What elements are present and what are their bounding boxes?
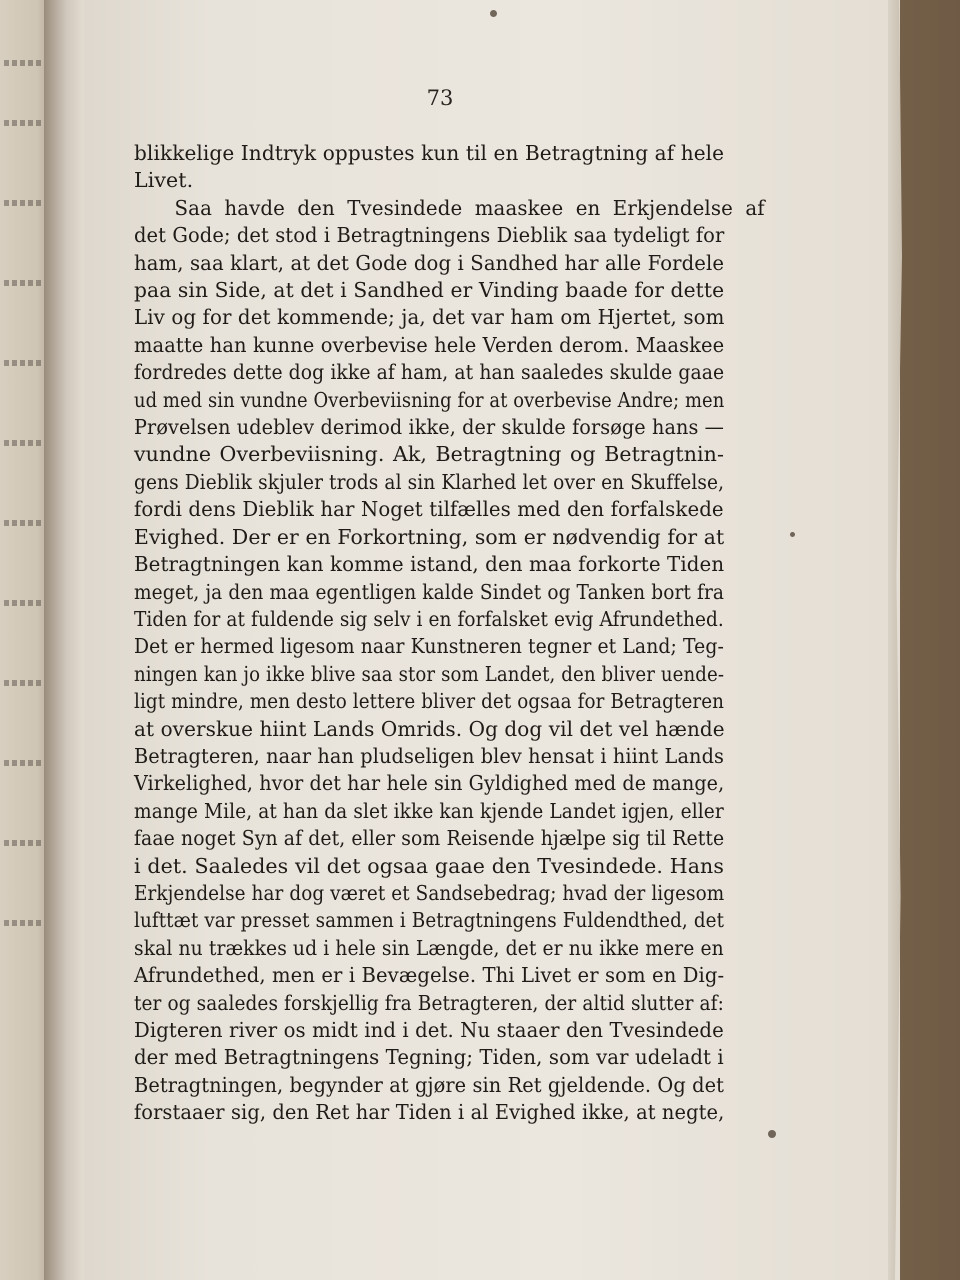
text-line: skal nu trækkes ud i hele sin Længde, det er nu ikke mere en [134,935,724,960]
text-line: Virkelighed, hvor det har hele sin Gyldighed med de mange, [134,771,725,796]
text-line: lufttæt var presset sammen i Betragtningens Fuldendthed, det [134,908,725,933]
text-line: Erkjendelse har dog været et Sandsebedrag; hvad der ligesom [134,880,725,905]
text-line: vundne Overbeviisning. Ak, Betragtning og Betragtnin- [134,442,724,467]
text-line: ningen kan jo ikke blive saa stor som Landet, den bliver uende- [134,661,725,686]
text-line: i det. Saaledes vil det ogsaa gaae den Tvesindede. Hans [134,853,724,878]
text-line: Betragteren, naar han pludseligen blev hensat i hiint Lands [134,743,725,768]
text-line: Tiden for at fuldende sig selv i en forfalsket evig Afrundethed. [134,606,724,631]
text-line: ud med sin vundne Overbeviisning for at overbevise Andre; men [134,387,725,412]
text-line: Livet. [134,168,194,193]
text-line: ter og saaledes forskjellig fra Betragteren, der altid slutter af: [134,990,724,1015]
text-line: Betragtningen kan komme istand, den maa forkorte Tiden [134,552,725,577]
text-line: der med Betragtningens Tegning; Tiden, som var udeladt i [134,1045,724,1070]
text-line: faae noget Syn af det, eller som Reisende hjælpe sig til Rette [134,826,725,851]
text-line: Saa havde den Tvesindede maaskee en Erkjendelse af [174,195,765,220]
paper-speck [490,10,497,17]
text-line: meget, ja den maa egentligen kalde Sindet og Tanken bort fra [134,579,725,604]
text-line: Afrundethed, men er i Bevægelse. Thi Livet er som en Dig- [134,963,725,988]
text-line: Det er hermed ligesom naar Kunstneren tegner et Land; Teg- [134,634,724,659]
text-line: ligt mindre, men desto lettere bliver det ogsaa for Betragteren [134,689,725,714]
text-line: Prøvelsen udeblev derimod ikke, der skulde forsøge hans — [134,415,725,440]
text-line: forstaaer sig, den Ret har Tiden i al Evighed ikke, at negte, [134,1100,725,1125]
paper-speck [768,1130,776,1138]
body-text [134,140,765,1127]
text-line: at overskue hiint Lands Omrids. Og dog vil det vel hænde [134,716,725,741]
text-line: Evighed. Der er en Forkortning, som er nødvendig for at [134,524,725,549]
text-line: maatte han kunne overbevise hele Verden derom. Maaskee [134,332,725,357]
paper-speck [790,532,795,537]
page-number: 73 [426,86,454,110]
text-line: det Gode; det stod i Betragtningens Dieblik saa tydeligt for [134,223,725,248]
text-line: Digteren river os midt ind i det. Nu staaer den Tvesindede [134,1018,724,1042]
text-line: Liv og for det kommende; ja, det var ham om Hjertet, som [134,305,725,330]
text-line: Betragtningen, begynder at gjøre sin Ret gjeldende. Og det [134,1072,725,1097]
text-line: blikkelige Indtryk oppustes kun til en Betragtning af hele [134,141,725,165]
text-line: gens Dieblik skjuler trods al sin Klarhed let over en Skuffelse, [134,469,725,494]
book-gutter [44,0,84,1280]
text-line: paa sin Side, at det i Sandhed er Vinding baade for dette [134,278,725,303]
text-line: mange Mile, at han da slet ikke kan kjende Landet igjen, eller [134,798,724,823]
text-line: ham, saa klart, at det Gode dog i Sandhed har alle Fordele [134,250,725,275]
text-line: fordredes dette dog ikke af ham, at han saaledes skulde gaae [134,360,725,385]
text-line: fordi dens Dieblik har Noget tilfælles med den forfalskede [134,497,724,522]
